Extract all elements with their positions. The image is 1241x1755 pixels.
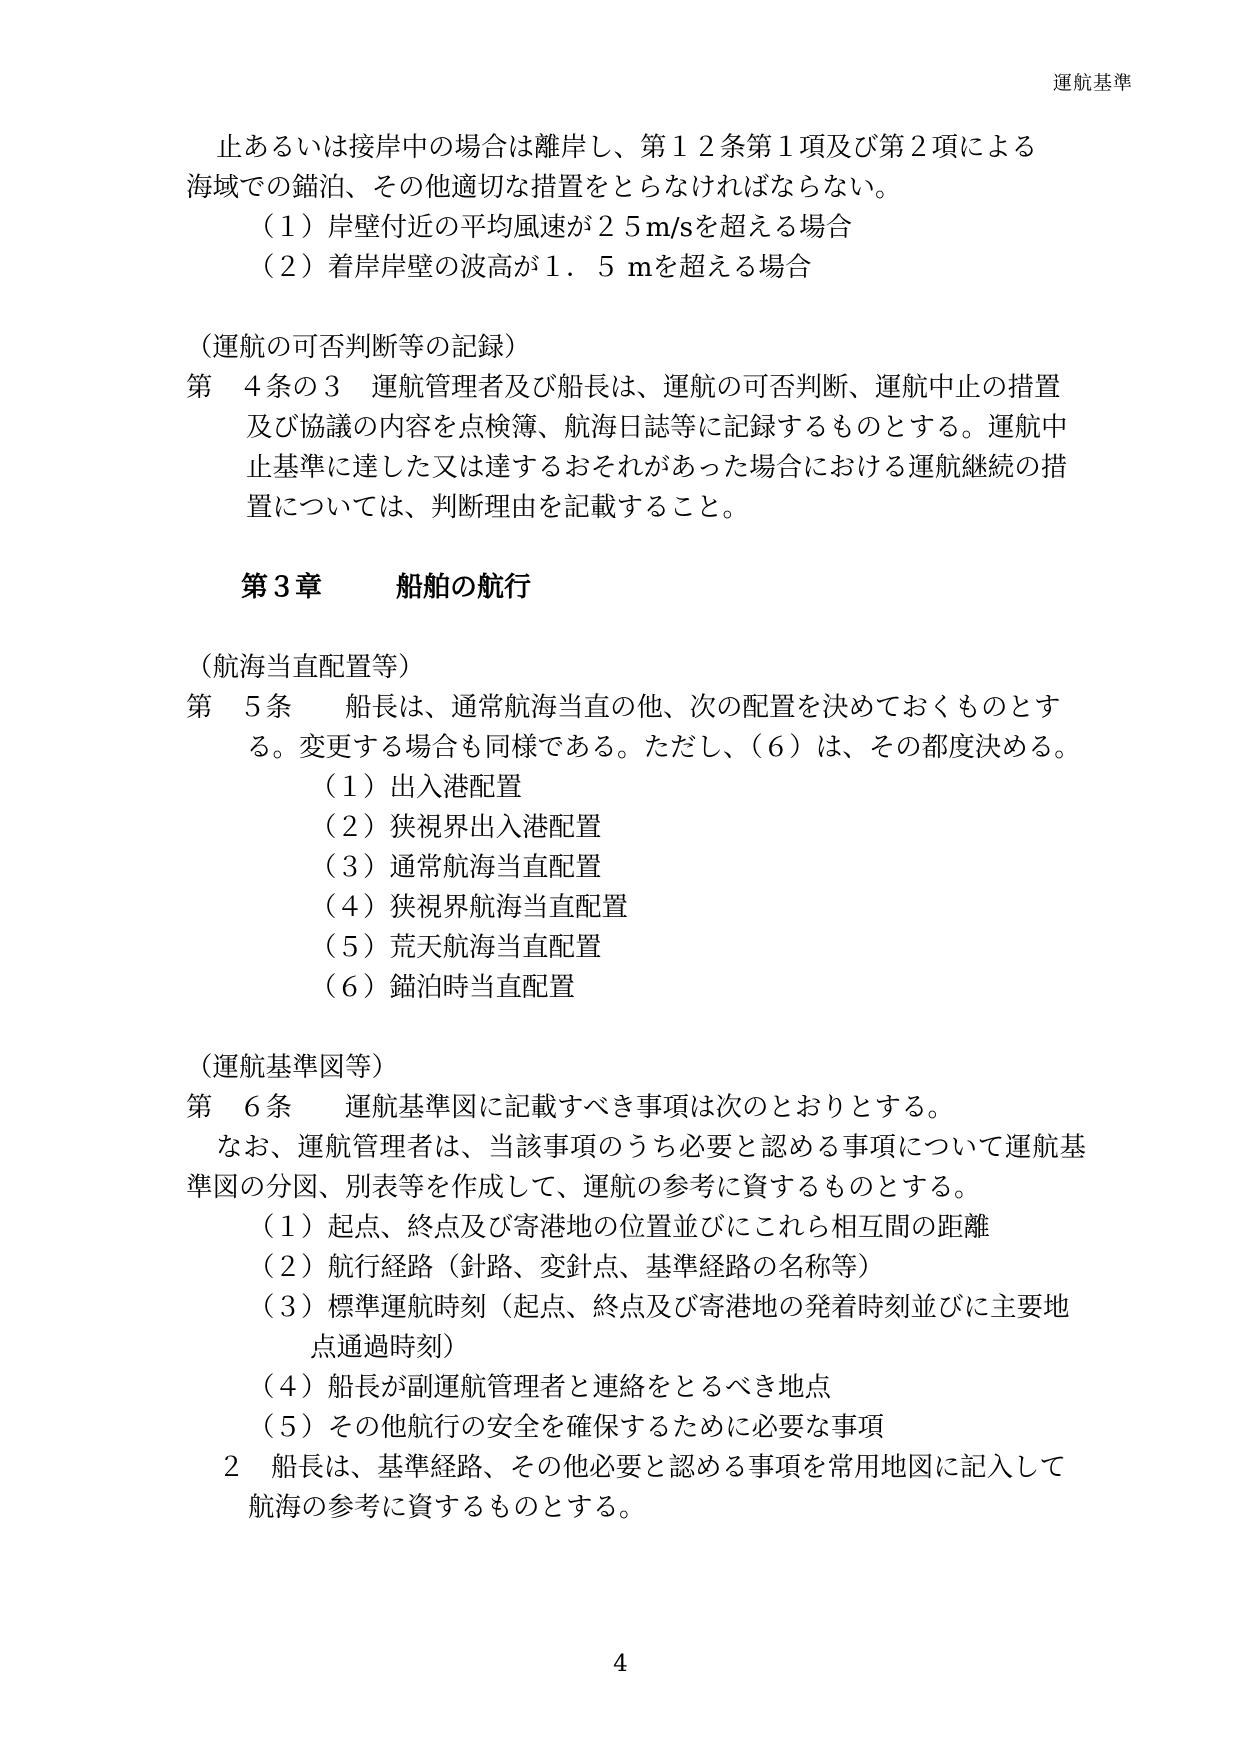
spacer (186, 528, 1086, 568)
list-item: （１）出入港配置 (310, 772, 522, 803)
article-4-3: 第 ４条の３ 運航管理者及び船長は、運航の可否判断、運航中止の措置及び協議の内容を点検簿、航海日誌等に記録するものとする。運航中止基準に達した又は達するおそれがあった場合における運航継続の措置については、判断理由を記載すること。 (186, 372, 1068, 523)
chapter-number: 第３章 (241, 572, 322, 603)
list-item: （２）航行経路（針路、変針点、基準経路の名称等） (248, 1252, 884, 1283)
page-number: 4 (613, 1651, 628, 1677)
chapter-heading (186, 568, 1086, 608)
list-item: （１）起点、終点及び寄港地の位置並びにこれら相互間の距離 (248, 1212, 990, 1243)
list-item: （３）標準運航時刻（起点、終点及び寄港地の発着時刻並びに主要地点通過時刻） (248, 1292, 1070, 1363)
list-item: （４）狭視界航海当直配置 (310, 892, 628, 923)
article-6-note: なお、運航管理者は、当該事項のうち必要と認める事項について運航基準図の分図、別表等を作成して、運航の参考に資するものとする。 (186, 1132, 1086, 1203)
list-item: （２）着岸岸壁の波高が１．５ mを超える場合 (248, 252, 812, 283)
list-item: （５）荒天航海当直配置 (310, 932, 602, 963)
spacer (186, 608, 1086, 648)
page-header-mark: 運航基準 (1052, 72, 1133, 94)
paragraph-top-line1: 止あるいは接岸中の場合は離岸し、第１２条第１項及び第２項による (216, 132, 1038, 163)
chapter-title: 船舶の航行 (396, 572, 531, 603)
section-label-record: （運航の可否判断等の記録） (186, 332, 531, 363)
section-label-chart: （運航基準図等） (186, 1052, 398, 1083)
paragraph-top-line2: 海域での錨泊、その他適切な措置をとらなければならない。 (186, 172, 902, 203)
article-5: 第 ５条 船長は、通常航海当直の他、次の配置を決めておくものとする。変更する場合も同様である。ただし、（６）は、その都度決める。 (186, 692, 1081, 763)
article-6-paragraph-2: ２ 船長は、基準経路、その他必要と認める事項を常用地図に記入して航海の参考に資するものとする。 (218, 1452, 1066, 1523)
section-label-watch: （航海当直配置等） (186, 652, 425, 683)
document-body (186, 128, 1086, 1528)
list-item: （２）狭視界出入港配置 (310, 812, 602, 843)
article-6: 第 ６条 運航基準図に記載すべき事項は次のとおりとする。 (186, 1092, 954, 1123)
list-item: （３）通常航海当直配置 (310, 852, 602, 883)
list-item: （１）岸壁付近の平均風速が２５m/sを超える場合 (248, 212, 853, 243)
list-item: （４）船長が副運航管理者と連絡をとるべき地点 (248, 1372, 831, 1403)
list-item: （５）その他航行の安全を確保するために必要な事項 (248, 1412, 884, 1443)
spacer (186, 288, 1086, 328)
spacer (186, 1008, 1086, 1048)
list-item: （６）錨泊時当直配置 (310, 972, 575, 1003)
